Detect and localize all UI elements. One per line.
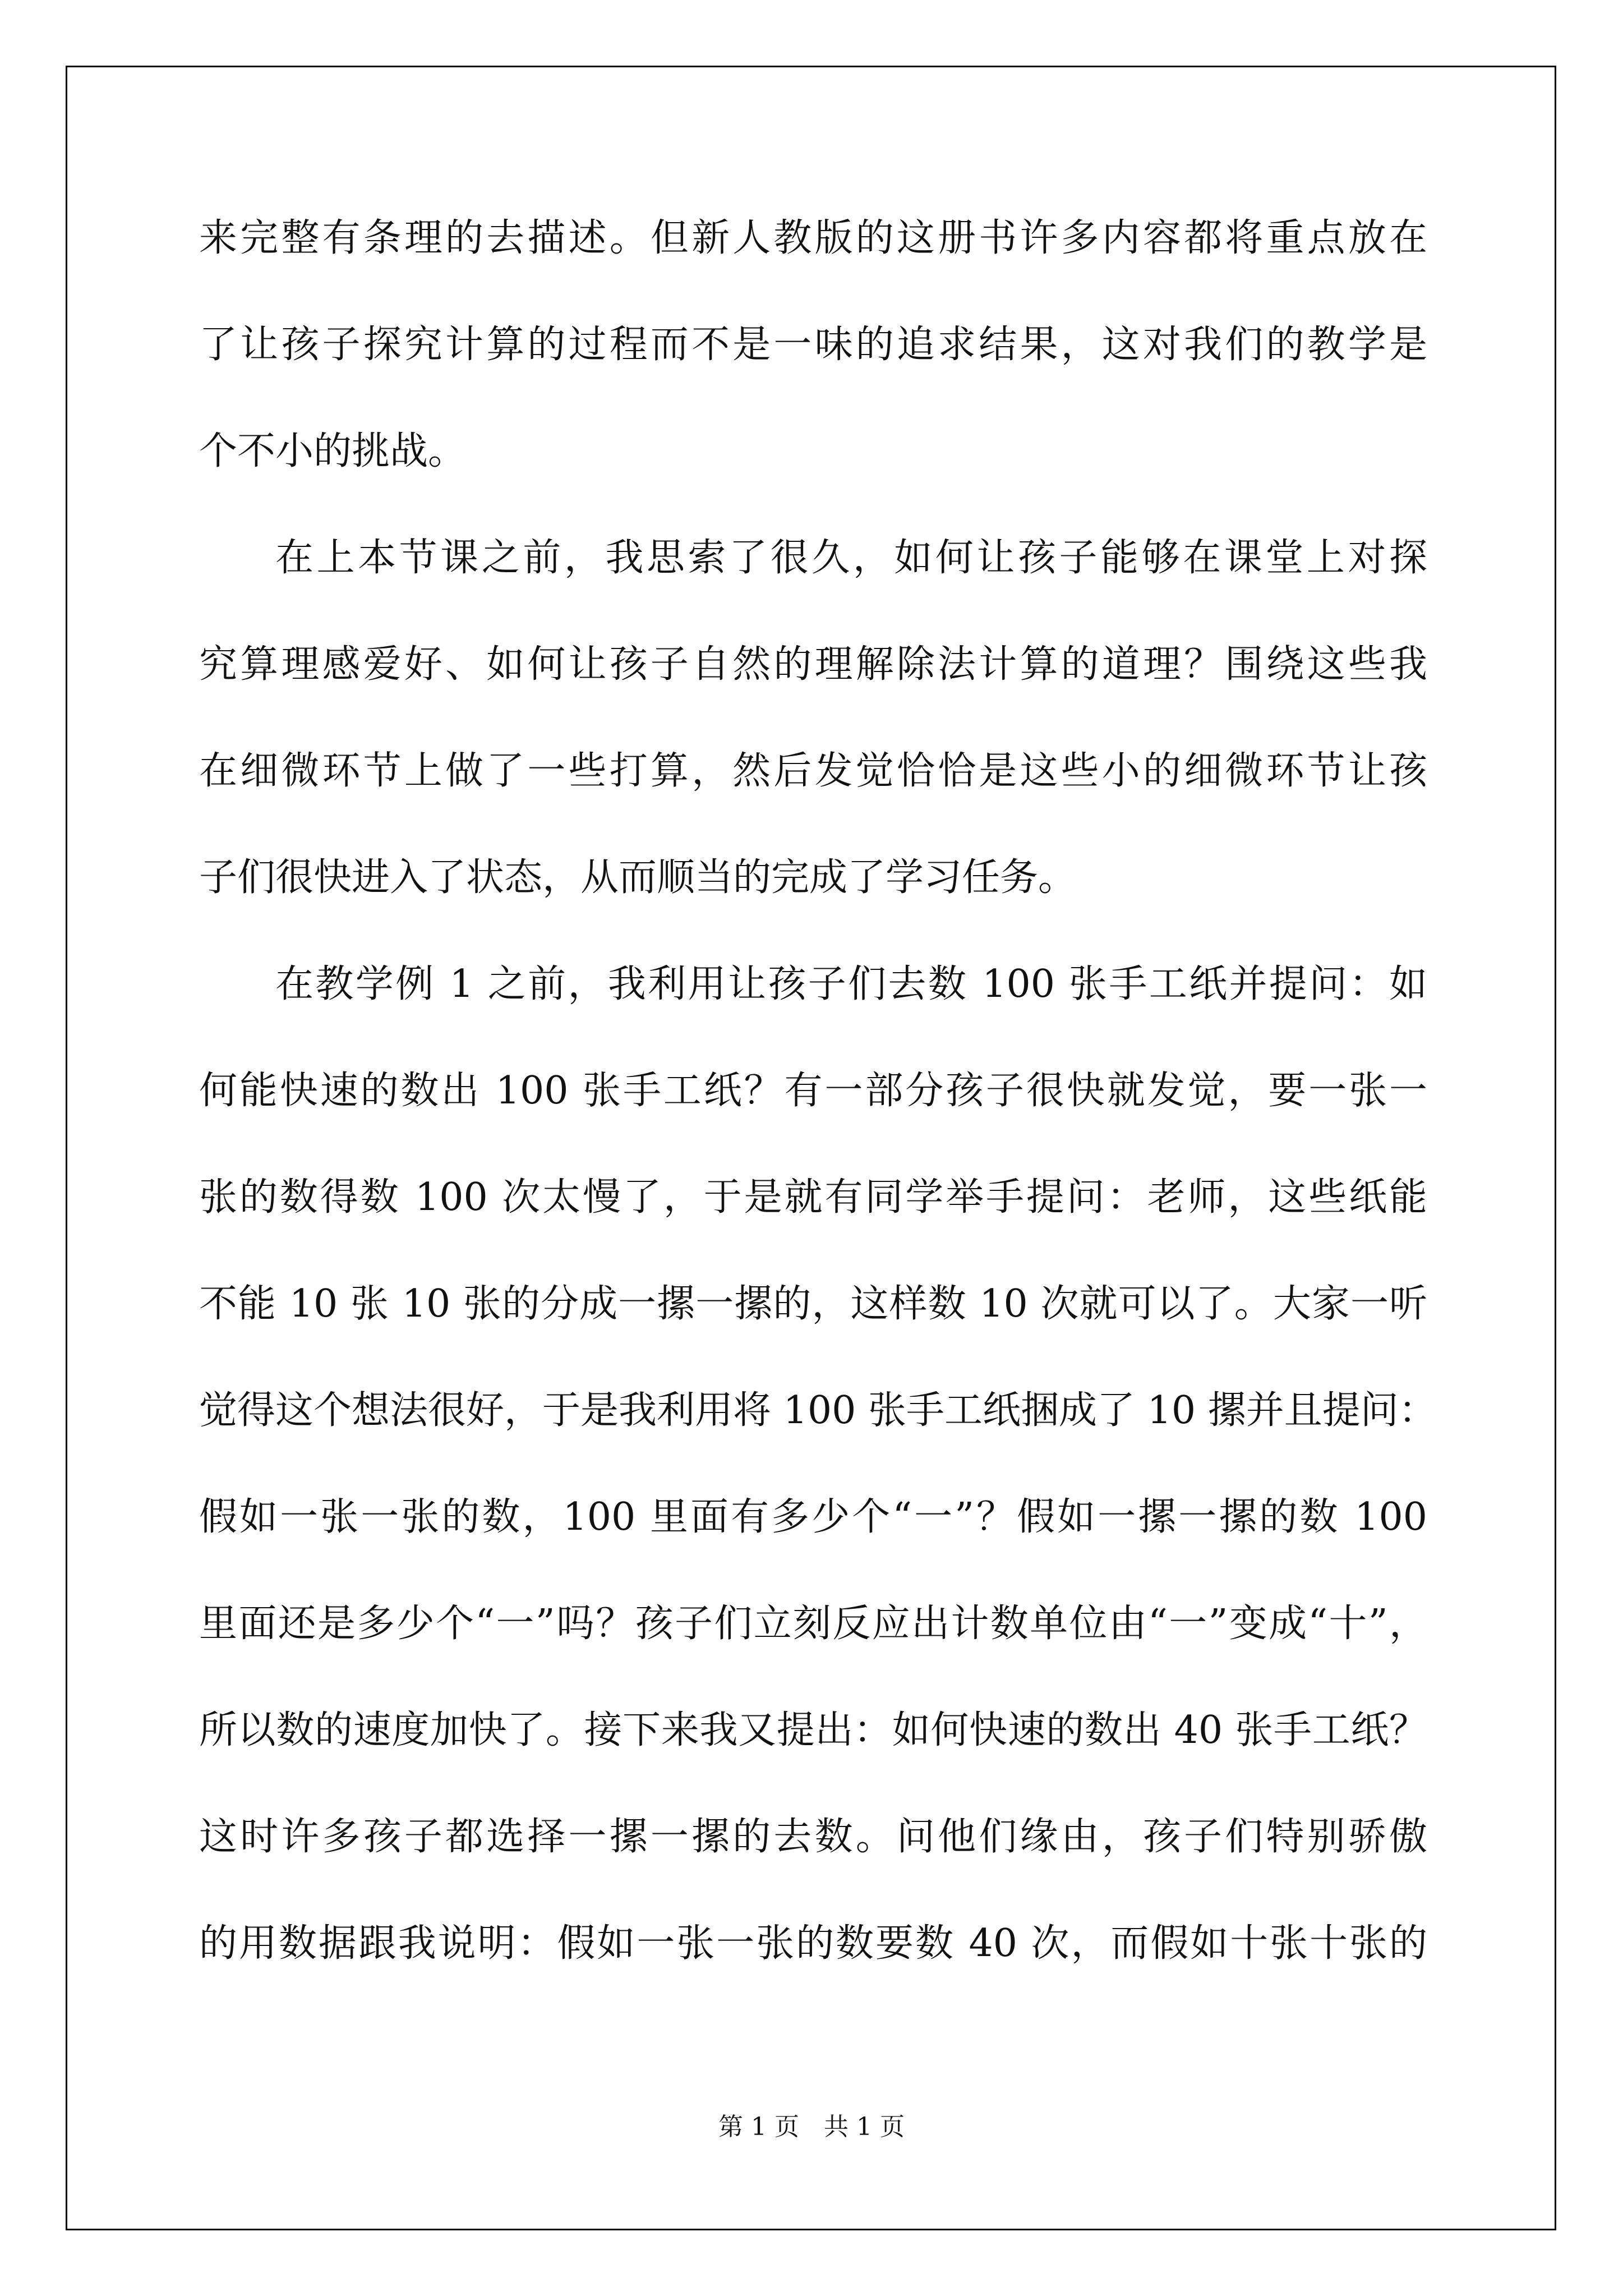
- text-line: 这时许多孩子都选择一摞一摞的去数。问他们缘由，孩子们特别骄傲: [199, 1815, 1427, 1859]
- text-line: 不能 10 张 10 张的分成一摞一摞的，这样数 10 次就可以了。大家一听: [199, 1282, 1427, 1326]
- paragraph-first-line: 在上本节课之前，我思索了很久，如何让孩子能够在课堂上对探: [275, 536, 1427, 580]
- document-body: [199, 210, 1437, 2022]
- text-line: 觉得这个想法很好，于是我利用将 100 张手工纸捆成了 10 摞并且提问：: [199, 1388, 1437, 1433]
- text-line: 究算理感爱好、如何让孩子自然的理解除法计算的道理？围绕这些我: [199, 642, 1427, 687]
- text-line: 所以数的速度加快了。接下来我又提出：如何快速的数出 40 张手工纸？: [199, 1708, 1427, 1752]
- page-number-footer: 第 1 页 共 1 页: [718, 2113, 905, 2141]
- text-line: 张的数得数 100 次太慢了，于是就有同学举手提问：老师，这些纸能: [199, 1175, 1427, 1220]
- text-line: 来完整有条理的去描述。但新人教版的这册书许多内容都将重点放在: [199, 216, 1427, 260]
- paragraph-first-line: 在教学例 1 之前，我利用让孩子们去数 100 张手工纸并提问：如: [275, 962, 1427, 1006]
- text-line: 在细微环节上做了一些打算，然后发觉恰恰是这些小的细微环节让孩: [199, 749, 1427, 793]
- text-line: 子们很快进入了状态，从而顺当的完成了学习任务。: [199, 855, 1077, 900]
- text-line: 的用数据跟我说明：假如一张一张的数要数 40 次，而假如十张十张的: [199, 1921, 1427, 1966]
- text-line: 何能快速的数出 100 张手工纸？有一部分孩子很快就发觉，要一张一: [199, 1069, 1427, 1113]
- text-line: 个不小的挑战。: [199, 429, 467, 473]
- text-line: 假如一张一张的数，100 里面有多少个“一”？假如一摞一摞的数 100: [199, 1495, 1427, 1539]
- text-line: 了让孩子探究计算的过程而不是一味的追求结果，这对我们的教学是: [199, 323, 1427, 367]
- text-line: 里面还是多少个“一”吗？孩子们立刻反应出计数单位由“一”变成“十”，: [199, 1602, 1427, 1646]
